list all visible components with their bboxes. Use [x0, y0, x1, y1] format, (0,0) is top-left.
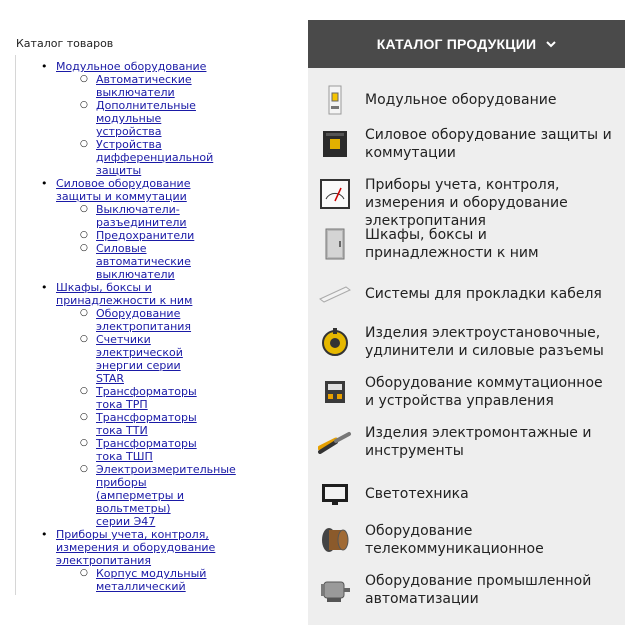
left-catalog-title: Каталог товаров: [16, 37, 114, 50]
tree-item: [56, 281, 236, 528]
catalog-item-meters[interactable]: [308, 174, 625, 229]
catalog-item-label: Оборудование телекоммуникационное: [365, 523, 544, 557]
subtree-link[interactable]: Устройства дифференциальной защиты: [96, 138, 214, 177]
catalog-item-power[interactable]: [308, 124, 625, 164]
modular-breaker-icon: [318, 83, 352, 117]
subtree-link[interactable]: Силовые автоматические выключатели: [96, 242, 191, 281]
tree-link-modular[interactable]: Модульное оборудование: [56, 60, 207, 73]
catalog-item-label: Оборудование промышленной автоматизации: [365, 573, 592, 607]
catalog-item-wiring[interactable]: [308, 322, 625, 362]
subtree-item: [96, 99, 208, 138]
catalog-header-toggle[interactable]: [308, 20, 625, 68]
cabinet-icon: [318, 227, 352, 261]
subtree-item: [96, 333, 208, 385]
catalog-item-tools[interactable]: [308, 422, 625, 462]
catalog-item-label: Шкафы, боксы и принадлежности к ним: [365, 227, 539, 261]
catalog-item-automation[interactable]: [308, 570, 625, 610]
tree-item: [56, 177, 236, 281]
tree-link-power[interactable]: Силовое оборудование защиты и коммутации: [56, 177, 191, 203]
catalog-item-switching[interactable]: [308, 372, 625, 412]
floodlight-icon: [318, 477, 352, 511]
subtree-item: [96, 242, 208, 281]
subtree-item: [96, 437, 208, 463]
catalog-item-lighting[interactable]: [308, 478, 625, 510]
catalog-item-label: Изделия электромонтажные и инструменты: [365, 425, 592, 459]
product-catalog-panel: [308, 20, 625, 625]
catalog-item-label: Светотехника: [365, 486, 469, 502]
catalog-item-modular[interactable]: [308, 84, 625, 116]
subtree-item: [96, 307, 208, 333]
chevron-down-icon: [546, 39, 556, 49]
subtree-link[interactable]: Трансформаторы тока ТШП: [96, 437, 197, 463]
subtree-item: [96, 385, 208, 411]
subtree-item: [96, 73, 208, 99]
divider-line: [15, 55, 16, 595]
cable-drum-icon: [318, 523, 352, 557]
subtree-item: [96, 203, 208, 229]
subtree: [56, 203, 236, 281]
catalog-item-label: Изделия электроустановочные, удлинители и силовые разъемы: [365, 325, 604, 359]
subtree-link[interactable]: Выключатели-разъединители: [96, 203, 187, 229]
left-catalog-panel: [0, 0, 290, 629]
subtree-item: [96, 138, 214, 177]
catalog-item-label: Силовое оборудование защиты и коммутации: [365, 127, 612, 161]
subtree-link[interactable]: Автоматические выключатели: [96, 73, 192, 99]
catalog-item-label: Модульное оборудование: [365, 92, 557, 108]
catalog-item-telecom[interactable]: [308, 520, 625, 560]
cable-channel-icon: [318, 277, 352, 311]
subtree-link[interactable]: Трансформаторы тока ТРП: [96, 385, 197, 411]
pliers-icon: [318, 425, 352, 459]
subtree-link[interactable]: Корпус модульный металлический: [96, 567, 207, 593]
catalog-header-title: КАТАЛОГ ПРОДУКЦИИ: [376, 36, 537, 52]
contactor-icon: [318, 375, 352, 409]
electric-motor-icon: [318, 573, 352, 607]
category-tree: [56, 60, 236, 593]
catalog-item-label: Оборудование коммутационное и устройства управления: [365, 375, 603, 409]
tree-link-meters[interactable]: Приборы учета, контроля, измерения и оборудование электропитания: [56, 528, 216, 567]
subtree-link[interactable]: Оборудование электропитания: [96, 307, 192, 333]
subtree-item: [96, 411, 208, 437]
subtree-item: [96, 463, 236, 528]
subtree-link[interactable]: Счетчики электрической энергии серии STAR: [96, 333, 183, 385]
power-breaker-icon: [318, 127, 352, 161]
catalog-item-label: Приборы учета, контроля, измерения и оборудование электропитания: [365, 177, 568, 229]
tree-link-cabinets[interactable]: Шкафы, боксы и принадлежности к ним: [56, 281, 193, 307]
subtree-item: [96, 567, 208, 593]
subtree: [56, 307, 236, 528]
subtree: [56, 567, 236, 593]
subtree-item: [96, 229, 208, 242]
subtree-link[interactable]: Предохранители: [96, 229, 195, 242]
tree-item: [56, 60, 236, 177]
subtree-link[interactable]: Трансформаторы тока ТТИ: [96, 411, 197, 437]
subtree-link[interactable]: Электроизмерительные приборы (амперметры и вольтметры) серии Э47: [96, 463, 236, 528]
catalog-item-label: Системы для прокладки кабеля: [365, 286, 602, 302]
catalog-item-cabinets[interactable]: [308, 224, 625, 264]
cable-reel-icon: [318, 325, 352, 359]
subtree: [56, 73, 236, 177]
catalog-item-cable-systems[interactable]: [308, 278, 625, 310]
tree-item: [56, 528, 236, 593]
meter-gauge-icon: [318, 177, 352, 211]
subtree-link[interactable]: Дополнительные модульные устройства: [96, 99, 196, 138]
